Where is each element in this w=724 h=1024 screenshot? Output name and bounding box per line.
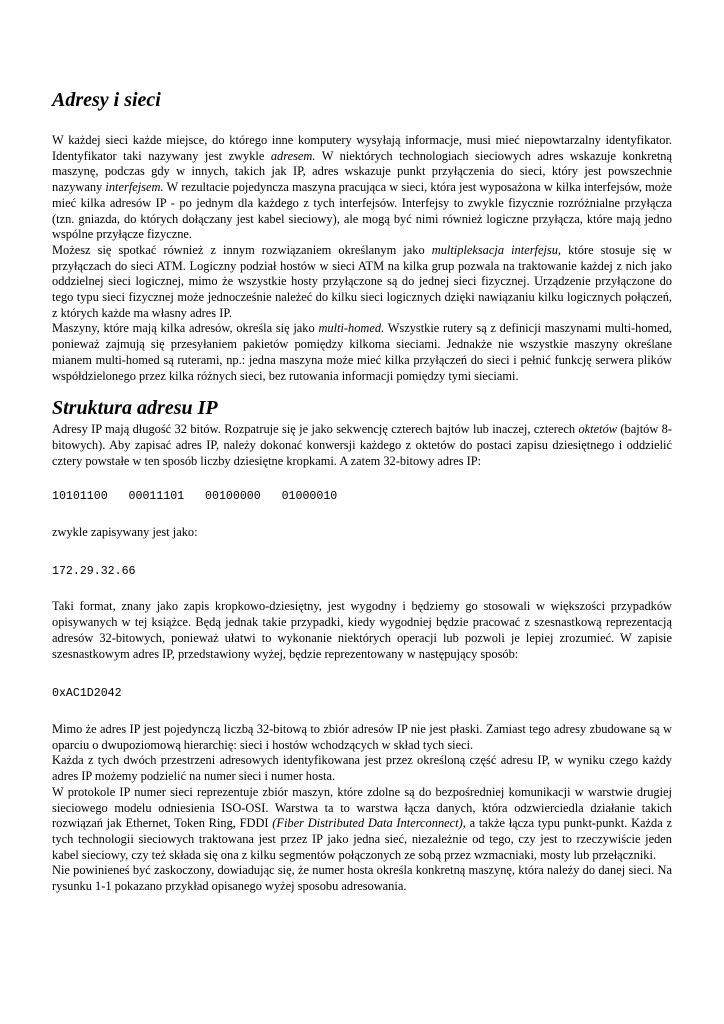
term-fddi: (Fiber Distributed Data Interconnect), [272, 816, 466, 831]
code-binary-address: 10101100 00011101 00100000 01000010 [52, 490, 338, 504]
term-adres: adresem. [270, 148, 316, 163]
text-run: W każdej sieci każde miejsce, do którego inne komputery wysyłają informacje, musi mieć niepowtarzalny identyfikator. Identyfikator taki nazywany jest zwykle [52, 133, 672, 163]
text-run: W rezultacie pojedyncza maszyna pracująca w sieci, która jest wyposażona w kilka interfejsów, może mieć kilka adresów IP - po jednym dla każdego z tych interfejsów. Interfejsy to zwykle fizycznie rozróżnialne przyłącza (tzn. gniazda, do których dołączany jest kabel sieciowy), ale mogą być nimi również logiczne przyłącza, które mają jedno wspólne przyłącze fizyczne. [52, 180, 672, 242]
text-run: (bajtów 8-bitowych). Aby zapisać adres IP, należy dokonać konwersji każdego z oktetów do postaci zapisu dziesiętnego i oddzielić cztery powstałe w ten sposób liczby dziesiętne kropkami. A zatem 32-bitowy adres IP: [52, 422, 672, 468]
term-interfejs: interfejsem. [105, 180, 164, 195]
term-multipleksacja: multipleksacja interfejsu, [431, 242, 562, 257]
document-page [52, 88, 672, 895]
text-run: a także łącza typu punkt-punkt. Każda z tych technologii sieciowych traktowana jest przez IP jako jedna sieć, niezależnie od tego, czy jest to rzeczywiście jeden kabel sieciowy, czy też składa się ona z kilku segmentów połączonych ze sobą przez wzmacniaki, mosty lub przełączniki. [52, 816, 672, 862]
term-oktety: oktetów [578, 422, 618, 437]
paragraph-multipleksacja [52, 243, 672, 322]
text-run: W protokole IP numer sieci reprezentuje zbiór maszyn, które zdolne są do bezpośredniej komunikacji w warstwie drugiej sieciowego modelu odniesienia ISO-OSI. Warstwa ta to warstwa łącza danych, która odzwierciedla działanie takich rozwiązań jak Ethernet, Token Ring, FDDI [52, 784, 672, 831]
text-run: Adresy IP mają długość 32 bitów. Rozpatruje się je jako sekwencję czterech bajtów lub inaczej, czterech [52, 422, 579, 437]
text-run: które stosuje się w przyłączach do sieci ATM. Logiczny podział hostów w sieci ATM na kilka grup pozwala na traktowanie każdej z nich jako oddzielnej sieci logicznej, mimo że wszystkie hosty przyłączone są do jednej sieci fizycznej. Urządzenie przyłączone do tego typu sieci fizycznej może jednocześnie należeć do kilku sieci logicznych dzięki nawiązaniu kilku logicznych połączeń, z których każde ma własny adres IP. [52, 242, 673, 320]
paragraph-dlugosc-adresu [52, 422, 672, 469]
paragraph-zwykle-zapisywany: zwykle zapisywany jest jako: [52, 525, 198, 540]
text-run: W niektórych technologiach sieciowych adres wskazuje konkretną maszynę, podczas gdy w innych, takich jak IP, adres wskazuje punkt przyłączenia do sieci, który jest powszechnie nazywany [52, 148, 672, 195]
text-run: Możesz się spotkać również z innym rozwiązaniem określanym jako [52, 242, 432, 257]
text-run: Wszystkie rutery są z definicji maszynami multi-homed, ponieważ zajmują się przesyłaniem pakietów pomiędzy kilkoma sieciami. Jednakże nie wszystkie maszyny określane mianem multi-homed są ruterami, np.: jedna maszyna może mieć kilka przyłączeń do sieci i pełnić funkcję serwera plików współdzielonego przez kilka różnych sieci, bez rutowania informacji pomiędzy tymi sieciami. [52, 321, 672, 383]
paragraph-numer-sieci [52, 785, 672, 864]
code-hex-address: 0xAC1D2042 [52, 687, 122, 701]
section-heading-struktura-adresu-ip: Struktura adresu IP [52, 397, 218, 420]
paragraph-identyfikator [52, 133, 672, 243]
paragraph-zapis-kropkowo-dziesietny: Taki format, znany jako zapis kropkowo-dziesiętny, jest wygodny i będziemy go stosowali w większości przypadków opisywanych w tej książce. Będą jednak takie przypadki, kiedy wygodniej będzie pracować z szesnastkową reprezentacją adresów 32-bitowych, ponieważ ułatwi to wykonanie niektórych operacji lub pozwoli je lepiej zrozumieć. W zapisie szesnastkowym adres IP, przedstawiony wyżej, będzie reprezentowany w następujący sposób: [52, 599, 672, 661]
paragraph-hierarchia: Mimo że adres IP jest pojedynczą liczbą 32-bitową to zbiór adresów IP nie jest płaski. Zamiast tego adresy zbudowane są w oparciu o dwupoziomową hierarchię: sieci i hostów wchodzących w skład tych sieci. [52, 721, 672, 752]
text-run: Maszyny, które mają kilka adresów, określa się jako [52, 321, 319, 336]
paragraph-multi-homed [52, 321, 672, 384]
paragraph-numer-hosta: Nie powinieneś być zaskoczony, dowiadując się, że numer hosta określa konkretną maszynę, która należy do danej sieci. Na rysunku 1-1 pokazano przykład opisanego wyżej sposobu adresowania. [52, 863, 672, 894]
paragraph-przestrzenie-adresowe: Każda z tych dwóch przestrzeni adresowych identyfikowana jest przez określoną część adresu IP, w wyniku czego każdy adres IP możemy podzielić na numer sieci i numer hosta. [52, 753, 672, 784]
term-multi-homed: multi-homed. [318, 321, 385, 336]
code-dotted-address: 172.29.32.66 [52, 564, 136, 578]
section-heading-adresy-i-sieci: Adresy i sieci [52, 89, 161, 111]
